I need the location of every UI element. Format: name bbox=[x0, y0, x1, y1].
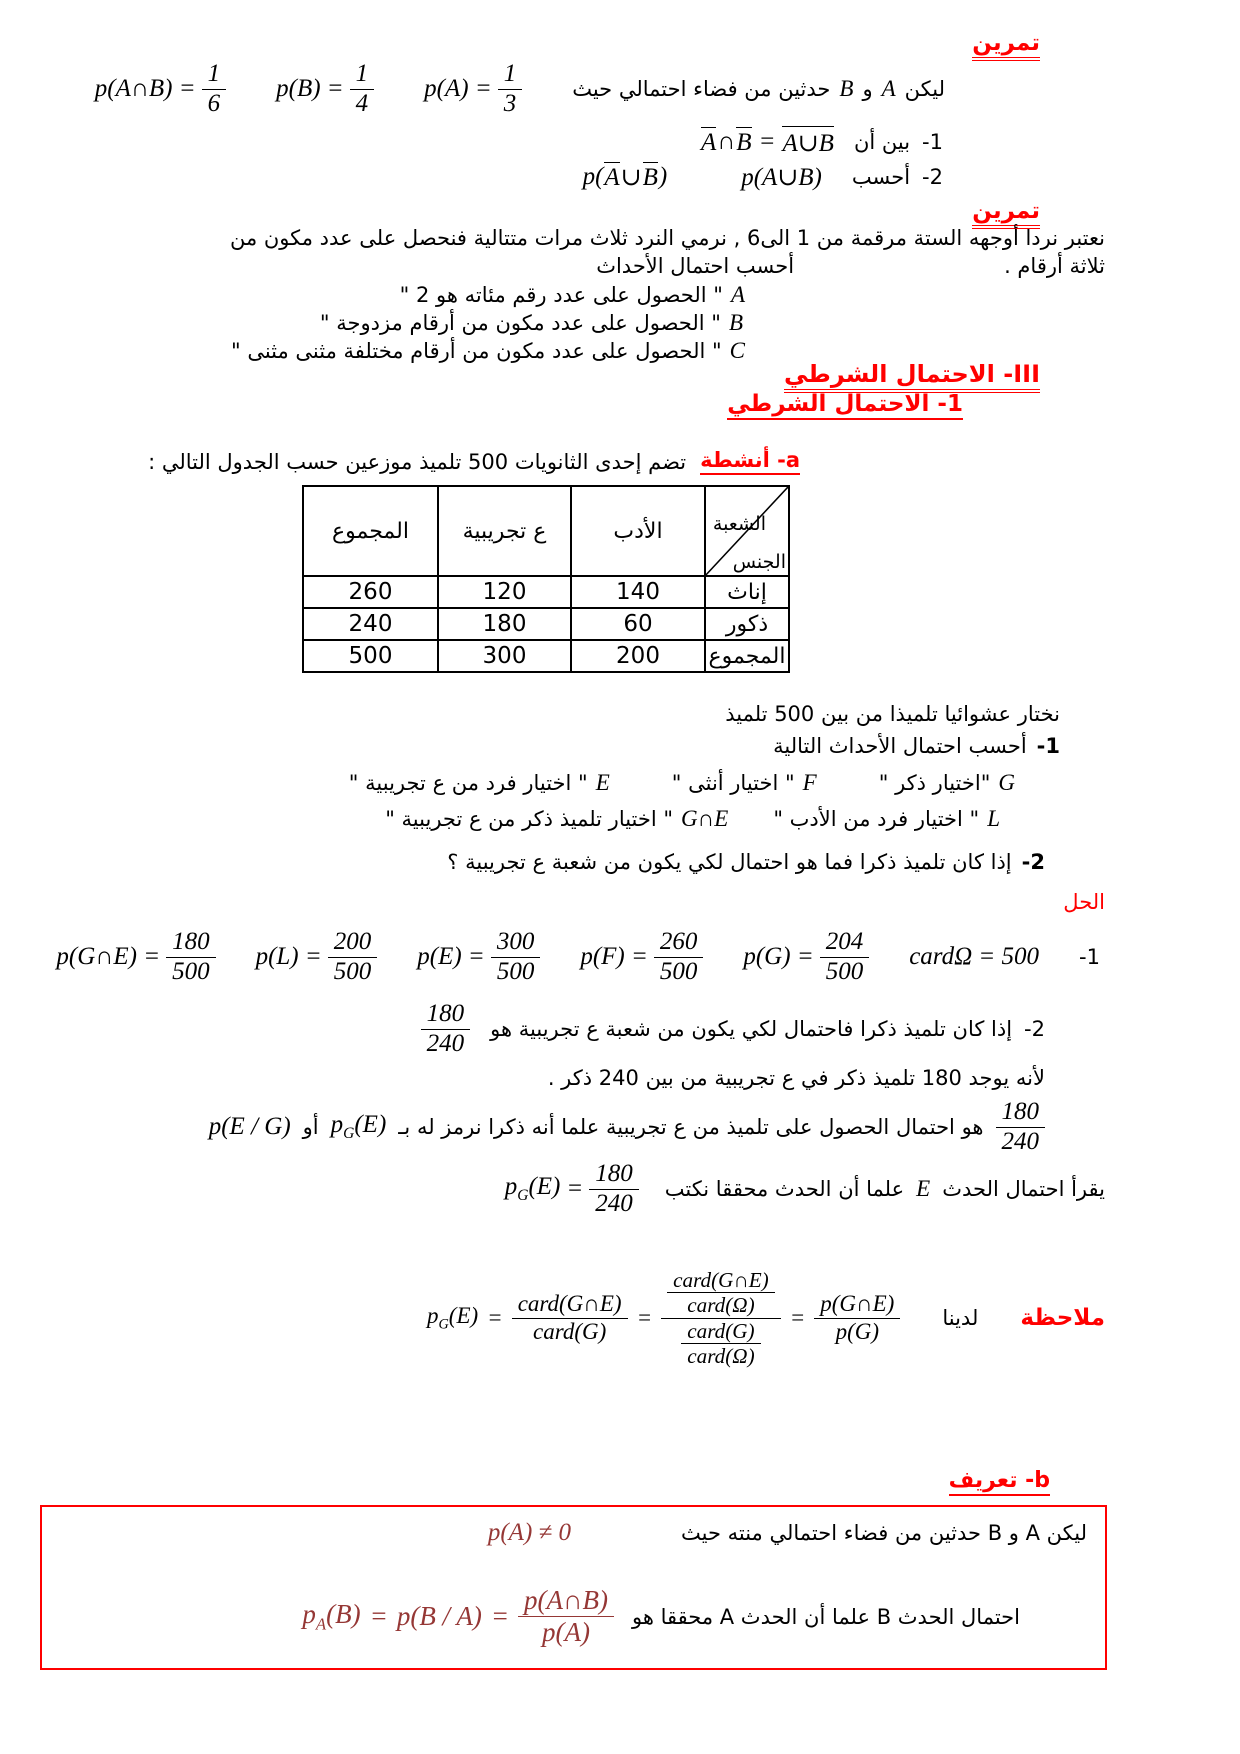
events-row-2 bbox=[385, 806, 1000, 832]
exercise2-title: تمرين bbox=[972, 198, 1040, 229]
p-b-given-a: p(B / A) bbox=[396, 1601, 482, 1632]
intro-word: ليكن bbox=[904, 77, 945, 102]
p-subscript: G bbox=[517, 1187, 529, 1205]
table-corner-cell bbox=[705, 486, 789, 576]
fraction bbox=[350, 60, 375, 119]
event-letter: A bbox=[730, 282, 745, 307]
formula-p-f bbox=[580, 928, 703, 987]
event-letter: F bbox=[802, 770, 817, 795]
fraction-numerator: card(G∩E) bbox=[512, 1291, 628, 1318]
nested-fraction bbox=[661, 1268, 781, 1368]
definition-box bbox=[40, 1505, 1107, 1670]
students-table bbox=[302, 485, 790, 673]
answer-text: إذا كان تلميذ ذكرا فاحتمال لكي يكون من شعبة ع تجريبية هو bbox=[490, 1017, 1013, 1042]
formula-open: p( bbox=[582, 163, 604, 190]
event-description: "اختيار ذكر " bbox=[878, 771, 991, 795]
event-letter-b: B bbox=[839, 76, 854, 102]
formula-lhs: p(L) = bbox=[255, 943, 322, 971]
fraction-denominator: 240 bbox=[426, 1029, 465, 1057]
a-union-b-bar: A∪B bbox=[782, 126, 834, 158]
row-label: إناث bbox=[705, 576, 789, 608]
p-subscript: G bbox=[343, 1125, 355, 1143]
exercise1-formula-row bbox=[95, 60, 945, 119]
formula-p-a-inter-b bbox=[95, 60, 226, 119]
row-label: ذكور bbox=[705, 608, 789, 640]
equals-sign: = bbox=[490, 1601, 510, 1632]
solution-label: الحل bbox=[1063, 890, 1105, 914]
fraction-numerator: 1 bbox=[350, 60, 375, 90]
intro-word: و bbox=[862, 77, 873, 102]
p-e-given-g: p(E / G) bbox=[208, 1113, 291, 1141]
cell-value: 60 bbox=[571, 608, 705, 640]
fraction bbox=[589, 1160, 639, 1219]
activity-text: تضم إحدى الثانويات 500 تلميذ موزعين حسب الجدول التالي : bbox=[148, 449, 687, 474]
fraction-denominator: 4 bbox=[355, 89, 369, 117]
event-e bbox=[349, 770, 610, 796]
b-bar: B bbox=[736, 129, 752, 156]
a-bar: A bbox=[604, 164, 620, 191]
note-label: ملاحظة bbox=[1020, 1305, 1105, 1332]
event-f bbox=[672, 770, 817, 796]
intersection-sign: ∩ bbox=[717, 128, 736, 155]
compute-instruction: أحسب احتمال الأحداث bbox=[596, 254, 795, 278]
cell-value: 240 bbox=[303, 608, 438, 640]
event-description: " الحصول على عدد مكون من أرقام مزدوجة " bbox=[319, 311, 721, 335]
or-word: أو bbox=[302, 1115, 319, 1140]
event-letter: G bbox=[998, 770, 1015, 795]
fraction-denominator: 500 bbox=[659, 957, 698, 985]
fraction-denominator: 6 bbox=[207, 89, 221, 117]
equals-sign: = bbox=[566, 1175, 584, 1203]
event-letter: E bbox=[916, 1176, 931, 1202]
p-base: p bbox=[427, 1302, 439, 1328]
formula-p-g bbox=[743, 928, 869, 987]
fraction-denominator: p(G) bbox=[835, 1318, 880, 1344]
p-argument: (E) bbox=[528, 1173, 561, 1201]
fraction-numerator: 180 bbox=[589, 1160, 639, 1190]
p-argument: (B) bbox=[326, 1598, 361, 1629]
fraction-denominator: card(G) bbox=[533, 1318, 607, 1344]
fraction-numerator: 260 bbox=[654, 928, 704, 958]
fraction-180-240 bbox=[996, 1098, 1046, 1157]
event-l bbox=[773, 806, 1000, 832]
cell-value: 500 bbox=[303, 640, 438, 672]
corner-label-stream: الشعبة bbox=[712, 513, 766, 535]
fraction-denominator: card(Ω) bbox=[687, 1343, 755, 1368]
fraction-denominator: 3 bbox=[503, 89, 517, 117]
event-letter: C bbox=[729, 338, 745, 363]
activity-question1 bbox=[773, 734, 1060, 758]
fraction bbox=[202, 60, 227, 119]
fraction-denominator: 500 bbox=[172, 957, 210, 985]
pick-student-text: نختار عشوائيا تلميذا من بين 500 تلميذ bbox=[725, 702, 1060, 726]
event-b-line bbox=[320, 310, 743, 336]
fraction bbox=[996, 1098, 1046, 1157]
equals-sign: = bbox=[789, 1305, 806, 1331]
formula-close: ) bbox=[658, 163, 668, 190]
question-text: أحسب احتمال الأحداث التالية bbox=[773, 734, 1027, 758]
fraction-180-240 bbox=[421, 1000, 471, 1059]
question-number: 2- bbox=[1021, 850, 1045, 874]
formula-lhs: p(A) = bbox=[424, 75, 492, 103]
section-heading: III- الاحتمال الشرطي bbox=[784, 360, 1040, 393]
p-base: p bbox=[504, 1173, 518, 1201]
a-bar: A bbox=[700, 129, 717, 156]
we-have-word: لدينا bbox=[942, 1306, 979, 1331]
exercise1-question1 bbox=[701, 126, 943, 158]
p-argument: (E) bbox=[354, 1111, 387, 1139]
equals-sign: = bbox=[369, 1601, 388, 1632]
pg-e-equals-fraction bbox=[505, 1160, 639, 1219]
question-number: 1- bbox=[1036, 734, 1060, 758]
event-description: " الحصول على عدد مكون من أرقام مختلفة مثنى مثنى " bbox=[230, 339, 722, 363]
column-header-total: المجموع bbox=[303, 486, 438, 576]
union-sign: ∪ bbox=[620, 164, 642, 191]
definition-label: b- تعريف bbox=[949, 1468, 1050, 1496]
question-text: إذا كان تلميذ ذكرا فما هو احتمال لكي يكون من شعبة ع تجريبية ؟ bbox=[447, 850, 1012, 874]
row-label: المجموع bbox=[705, 640, 789, 672]
question-text: أحسب bbox=[851, 165, 911, 189]
fraction bbox=[421, 1000, 471, 1059]
p-argument: (E) bbox=[448, 1302, 479, 1328]
fraction-numerator: 180 bbox=[421, 1000, 471, 1030]
fraction-denominator: p(A) bbox=[542, 1617, 591, 1648]
p-abar-union-bbar bbox=[583, 162, 668, 192]
fraction-numerator: 200 bbox=[328, 928, 378, 958]
column-header-experimental: ع تجريبية bbox=[438, 486, 571, 576]
p-subscript: A bbox=[315, 1614, 327, 1634]
equals-sign: = bbox=[636, 1305, 653, 1331]
fraction-denominator: 500 bbox=[825, 957, 864, 985]
event-letter: L bbox=[987, 806, 1000, 831]
cell-value: 200 bbox=[571, 640, 705, 672]
fraction bbox=[491, 928, 541, 987]
read-line bbox=[505, 1160, 1105, 1219]
fraction bbox=[654, 928, 704, 987]
fraction bbox=[667, 1268, 775, 1318]
formula-p-l bbox=[256, 928, 378, 987]
nested-denominator bbox=[675, 1319, 766, 1369]
cell-value: 120 bbox=[438, 576, 571, 608]
event-description: " الحصول على عدد رقم مئاته هو 2 " bbox=[399, 283, 723, 307]
conditional-probability-definition-formula bbox=[302, 1585, 614, 1648]
event-letters: G∩E bbox=[681, 806, 729, 831]
cell-value: 260 bbox=[303, 576, 438, 608]
p-sub-g-of-e bbox=[427, 1303, 478, 1334]
fraction-numerator: 204 bbox=[820, 928, 870, 958]
note-block bbox=[427, 1268, 1105, 1368]
sentence-end: ثلاثة أرقام . bbox=[1004, 254, 1105, 278]
fraction-numerator: card(G) bbox=[681, 1319, 760, 1344]
fraction-denominator: 240 bbox=[595, 1189, 633, 1217]
fraction-numerator: p(A∩B) bbox=[518, 1585, 614, 1617]
p-a-union-b: p(A∪B) bbox=[741, 164, 822, 191]
exercise2-line1: نعتبر نردا أوجهه الستة مرقمة من 1 الى6 , نرمي النرد ثلاث مرات متتالية فنحصل على عدد مكون من bbox=[229, 226, 1105, 250]
exercise1-intro bbox=[572, 76, 945, 102]
fraction-numerator: 180 bbox=[166, 928, 216, 958]
fraction bbox=[328, 928, 378, 987]
cell-value: 140 bbox=[571, 576, 705, 608]
formula-lhs: p(G∩E) = bbox=[56, 943, 161, 971]
table-row bbox=[303, 608, 789, 640]
formula-p-a bbox=[424, 60, 522, 119]
question-number: 1- bbox=[922, 130, 943, 154]
fraction-numerator: 300 bbox=[491, 928, 541, 958]
item-number: 2- bbox=[1024, 1017, 1045, 1042]
fraction-denominator: 500 bbox=[496, 957, 535, 985]
solution-row-1 bbox=[56, 928, 1100, 987]
definition-text: ليكن A و B حدثين من فضاء احتمالي منته حيث bbox=[681, 1521, 1087, 1545]
event-letter-a: A bbox=[881, 76, 896, 102]
event-letter: B bbox=[728, 310, 743, 335]
event-letter: E bbox=[595, 770, 610, 795]
fraction-numerator: 180 bbox=[996, 1098, 1046, 1128]
fraction bbox=[681, 1319, 760, 1369]
table-row bbox=[303, 640, 789, 672]
column-header-adab: الأدب bbox=[571, 486, 705, 576]
definition-line1 bbox=[488, 1519, 1087, 1547]
p-sub-g-of-e bbox=[331, 1111, 387, 1143]
definition-text: احتمال الحدث B علما أن الحدث A محققا هو bbox=[632, 1604, 1020, 1629]
question-text: بين أن bbox=[853, 130, 911, 154]
definition-line2 bbox=[302, 1585, 1020, 1648]
read-text-post: علما أن الحدث محققا نكتب bbox=[664, 1177, 905, 1202]
fraction-numerator: 1 bbox=[202, 60, 227, 90]
fraction-numerator: card(G∩E) bbox=[667, 1268, 775, 1293]
equals-sign: = bbox=[758, 128, 776, 155]
card-fraction bbox=[512, 1291, 628, 1345]
item-number: 1- bbox=[1079, 945, 1100, 970]
event-a-line bbox=[400, 282, 745, 308]
formula-p-b bbox=[276, 60, 374, 119]
notation-text: هو احتمال الحصول على تلميذ من ع تجريبية علما أنه ذكرا نرمز له بـ bbox=[398, 1115, 984, 1140]
formula-lhs: p(G) = bbox=[743, 943, 814, 971]
p-base: p bbox=[330, 1111, 344, 1139]
conditional-probability-identity bbox=[427, 1268, 900, 1368]
formula-lhs: p(E) = bbox=[417, 943, 485, 971]
b-bar: B bbox=[642, 164, 658, 191]
formula-p-g-inter-e bbox=[56, 928, 215, 987]
fraction-denominator: card(Ω) bbox=[687, 1293, 755, 1318]
fraction bbox=[498, 60, 523, 119]
formula-p-e bbox=[417, 928, 540, 987]
table-header-row bbox=[303, 486, 789, 576]
read-text-pre: يقرأ احتمال الحدث bbox=[942, 1177, 1105, 1202]
event-description: " اختيار فرد من الأدب " bbox=[773, 807, 980, 831]
exercise1-title: تمرين bbox=[972, 30, 1040, 61]
formula-lhs: p(B) = bbox=[276, 75, 344, 103]
fraction-numerator: p(G∩E) bbox=[814, 1291, 900, 1318]
equals-sign: = bbox=[487, 1305, 503, 1331]
activity-question2 bbox=[447, 850, 1045, 874]
solution-item-2 bbox=[421, 1000, 1045, 1059]
notation-line bbox=[209, 1098, 1045, 1157]
probability-fraction bbox=[814, 1291, 900, 1345]
section-subheading: 1- الاحتمال الشرطي bbox=[727, 391, 963, 420]
p-sub-g-of-e bbox=[505, 1173, 561, 1205]
p-subscript: G bbox=[438, 1316, 449, 1333]
complement-identity-formula bbox=[701, 126, 834, 158]
fraction-denominator: 500 bbox=[333, 957, 372, 985]
intro-word: حدثين من فضاء احتمالي حيث bbox=[572, 77, 831, 102]
table-row bbox=[303, 576, 789, 608]
event-description: " اختيار أنثى " bbox=[671, 771, 795, 795]
p-sub-a-of-b bbox=[302, 1599, 360, 1634]
formula-lhs: p(A∩B) = bbox=[94, 75, 196, 103]
cell-value: 300 bbox=[438, 640, 571, 672]
fraction bbox=[820, 928, 870, 987]
fraction bbox=[518, 1585, 614, 1648]
event-description: " اختيار فرد من ع تجريبية " bbox=[348, 771, 588, 795]
because-text: لأنه يوجد 180 تلميذ ذكر في ع تجريبية من بين 240 ذكر . bbox=[547, 1066, 1045, 1090]
p-base: p bbox=[302, 1598, 316, 1629]
p-a-nonzero-formula: p(A) ≠ 0 bbox=[487, 1519, 571, 1546]
event-description: " اختيار تلميذ ذكر من ع تجريبية " bbox=[385, 807, 674, 831]
fraction-denominator: 240 bbox=[1001, 1127, 1039, 1155]
card-omega-formula: cardΩ = 500 bbox=[909, 943, 1040, 971]
event-g bbox=[879, 770, 1015, 796]
fraction-numerator: 1 bbox=[498, 60, 523, 90]
events-row-1 bbox=[349, 770, 1015, 796]
activity-label: a- أنشطة bbox=[700, 448, 800, 475]
event-c-line bbox=[231, 338, 745, 364]
formula-lhs: p(F) = bbox=[580, 943, 648, 971]
activity-line bbox=[148, 448, 800, 475]
corner-label-gender: الجنس bbox=[732, 551, 786, 573]
question-number: 2- bbox=[922, 165, 943, 189]
fraction bbox=[166, 928, 216, 987]
event-g-inter-e bbox=[385, 806, 728, 832]
exercise1-question2 bbox=[583, 162, 943, 192]
nested-numerator bbox=[661, 1268, 781, 1319]
exercise2-line2 bbox=[596, 254, 1105, 278]
cell-value: 180 bbox=[438, 608, 571, 640]
